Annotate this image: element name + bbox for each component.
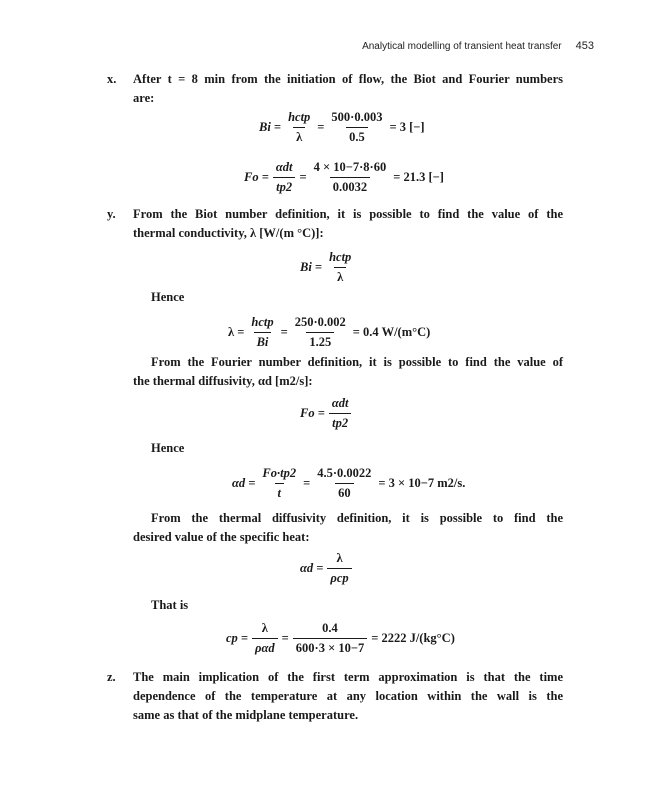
equation-fourier-definition: Fo = $\frac{\text{αdt}}{tp2}$: [300, 396, 355, 431]
fo-lhs: Fo =: [244, 170, 269, 184]
item-y-text-line2: thermal conductivity, λ [W/(m °C)]:: [133, 226, 324, 240]
item-y-label: y.: [107, 207, 116, 221]
item-z-line3: same as that of the midplane temperature.: [133, 708, 359, 722]
bi-frac2-den: 0.5: [346, 127, 368, 145]
fo-fraction-symbolic: [273, 160, 296, 195]
lambda-result: = 0.4 W/(m°C): [352, 325, 431, 339]
equation-diffusivity-definition: αd = $\frac{\lambda}{\text{ρcp}}$: [300, 551, 356, 586]
item-z-line1: The main implication of the first term approximation is that the time: [133, 670, 563, 684]
bi-lhs: Bi =: [259, 120, 282, 134]
diffusivity-text-line2: desired value of the specific heat:: [133, 530, 310, 544]
fo-frac1-num: αdt: [275, 160, 293, 174]
bi-frac1-num: hctp: [288, 110, 311, 124]
bi-fraction-numeric: [328, 110, 385, 145]
alpha-lhs: αd =: [232, 476, 256, 490]
bi-frac1-den: λ: [293, 127, 305, 145]
item-x-label: x.: [107, 72, 117, 86]
diffusivity-text-line1: From the thermal diffusivity definition, it is possible to find the: [151, 511, 563, 525]
cp-result: = 2222 J/(kg°C): [371, 631, 455, 645]
fo-frac1-den: tp2: [273, 177, 295, 195]
fourier-text-line1: From the Fourier number definition, it is possible to find the value of: [151, 355, 563, 369]
hence-2: Hence: [151, 441, 185, 455]
item-y-text-line1: From the Biot number definition, it is possible to find the value of the: [133, 207, 563, 221]
fo-result: = 21.3 [−]: [393, 170, 444, 184]
lambda-lhs: λ =: [228, 325, 245, 339]
fo-frac2-den: 0.0032: [330, 177, 370, 195]
cp-frac2-den: 600·3 × 10−7: [293, 638, 367, 656]
lambda-frac2-den: 1.25: [306, 332, 334, 350]
running-title: Analytical modelling of transient heat transfer: [362, 41, 562, 52]
item-z-line2: dependence of the temperature at any location within the wall is the: [133, 689, 563, 703]
equation-cp: cp = $\frac{\lambda}{\text{ραd}}$ = $\frac{0.4}{600\cdot 3 \times 10-7}$ = 2222 J/(kg°C): [226, 621, 455, 655]
bi-frac2-num: 500·0.003: [331, 110, 383, 124]
equation-biot: Bi = $\frac{\text{hctp}}{\lambda}$ = $\frac{500\cdot 0.003}{0.5}$ = 3 [−]: [259, 110, 425, 144]
cp-lhs: cp =: [226, 631, 249, 645]
alpha-frac2-num: 4.5·0.0022: [317, 466, 372, 480]
equation-alpha: αd = $\frac{Fo\cdot tp2}{t}$ = $\frac{4.5\cdot 0.0022}{60}$ = 3 × 10−7 m2/s.: [232, 466, 466, 500]
alpha-result: = 3 × 10−7 m2/s.: [378, 476, 466, 490]
cp-fraction-numeric: [293, 621, 367, 656]
page-number: 453: [575, 40, 594, 52]
lambda-frac1-num: hctp: [251, 315, 274, 329]
bi-fraction-symbolic: [285, 110, 313, 145]
fourier-text-line2: the thermal diffusivity, αd [m2/s]:: [133, 374, 313, 388]
item-x-text-line2: are:: [133, 91, 155, 105]
fo-frac2-num: 4 × 10−7·8·60: [313, 160, 387, 174]
equation-fourier: Fo = $\frac{\text{αdt}}{tp2}$ = $\frac{4 \times 10-7\cdot 8\cdot 60}{0.0032}$ = 21.3 [−]: [244, 160, 444, 194]
item-z-label: z.: [107, 670, 116, 684]
lambda-fraction-numeric: [292, 315, 349, 350]
equation-lambda: λ = $\frac{\text{hctp}}{Bi}$ = $\frac{250\cdot 0.002}{1.25}$ = 0.4 W/(m°C): [228, 315, 431, 349]
bi-result: = 3 [−]: [389, 120, 425, 134]
alpha-frac2-den: 60: [335, 483, 354, 501]
fo-fraction-numeric: [311, 160, 390, 195]
lambda-fraction-symbolic: [248, 315, 276, 350]
running-header: [362, 40, 594, 52]
alpha-fraction-numeric: [314, 466, 374, 501]
hence-1: Hence: [151, 290, 185, 304]
item-x-text-line1: After t = 8 min from the initiation of flow, the Biot and Fourier numbers: [133, 72, 563, 86]
lambda-frac1-den: Bi: [254, 332, 272, 350]
that-is: That is: [151, 598, 189, 612]
equation-biot-definition: Bi = $\frac{\text{hctp}}{\lambda}$: [300, 250, 352, 284]
lambda-frac2-num: 250·0.002: [294, 315, 346, 329]
cp-frac2-num: 0.4: [322, 621, 338, 635]
